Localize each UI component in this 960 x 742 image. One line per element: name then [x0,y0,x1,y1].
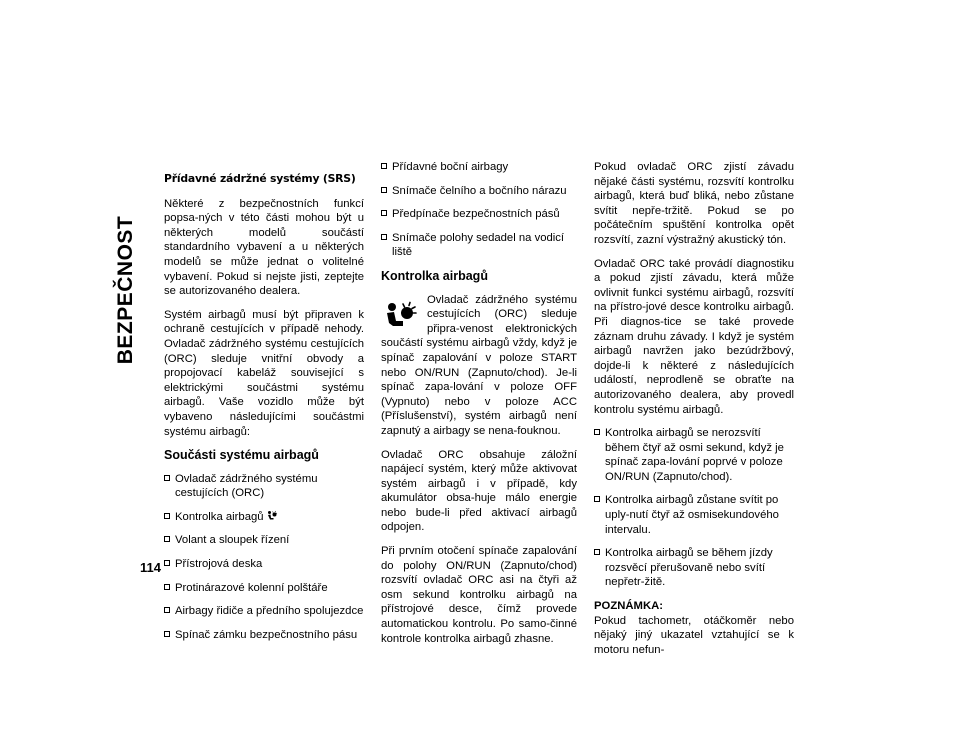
checkbox-bullet-icon [594,496,600,502]
airbag-warning-icon [383,301,419,331]
paragraph: Ovladač ORC obsahuje záložní napájecí systém, který může aktivovat systém airbagů i v případě, kdy akumulátor obsa-huje málo energie nebo bude-li před aktivací airbagů odpojen. [381,448,577,534]
list-item: Předpínače bezpečnostních pásů [381,207,577,222]
list-item: Kontrolka airbagů se během jízdy rozsvěcí přerušovaně nebo svítí nepřetr-žitě. [594,546,794,590]
airbag-light-heading: Kontrolka airbagů [381,268,488,283]
paragraph: Ovladač zádržného systému cestujících (ORC) sleduje připra-venost elektronických součástí systému airbagů vždy, když je spínač zapalování v poloze START nebo ON/RUN (Zapnuto/chod). Je-li spínač zapa-lování v poloze OFF (Vypnuto) nebo v poloze ACC (Příslušenství), systém airbagů není zapnutý a airbagy se nena-fouknou. [381,293,577,437]
events-list [594,426,794,590]
airbag-light-intro [381,293,577,439]
list-item: Ovladač zádržného systému cestujících (ORC) [164,472,364,501]
column-2 [381,160,577,655]
components-list-continued [381,160,577,260]
components-heading: Součásti systému airbagů [164,448,319,463]
list-item: Volant a sloupek řízení [164,533,364,548]
checkbox-bullet-icon [164,475,170,481]
checkbox-bullet-icon [164,513,170,519]
checkbox-bullet-icon [164,607,170,613]
list-item: Snímače polohy sedadel na vodicí liště [381,231,577,260]
checkbox-bullet-icon [594,429,600,435]
paragraph: Při prvním otočení spínače zapalování do polohy ON/RUN (Zapnuto/chod) rozsvítí ovladač ORC asi na čtyři až osm sekund kontrolku airbagů na přístrojové desce, čímž provede automatickou kontrolu. Po samo-činné kontrole kontrolka airbagů zhasne. [381,545,577,645]
list-item: Přídavné boční airbagy [381,160,577,175]
page-number: 114 [140,560,161,575]
column-3 [594,160,794,666]
srs-heading: Přídavné zádržné systémy (SRS) [164,172,356,185]
paragraph: Pokud ovladač ORC zjistí závadu nějaké části systému, rozsvítí kontrolku airbagů, která buď bliká, nebo zůstane svítit nepře-tržitě. Pokud se po počátečním spuštění kontrolka opět rozsvítí, zazní výstražný akustický tón. [594,161,794,246]
paragraph: Systém airbagů musí být připraven k ochraně cestujících v případě nehody. Ovladač zádržného systému cestujících (ORC) sleduje vnitřní obvody a propojovací kabeláž související s elektrickými součástmi systému airbagů. Vaše vozidlo může být vybaveno následujícími součástmi systému airbagů: [164,308,364,438]
note-title: POZNÁMKA: [594,600,664,613]
components-list [164,472,364,643]
list-item: Snímače čelního a bočního nárazu [381,184,577,199]
list-item: Kontrolka airbagů [164,510,364,525]
airbag-warning-icon [266,510,278,522]
checkbox-bullet-icon [381,187,387,193]
checkbox-bullet-icon [164,536,170,542]
checkbox-bullet-icon [381,163,387,169]
list-item: Kontrolka airbagů zůstane svítit po uply-nutí čtyř až osmisekundového intervalu. [594,493,794,537]
list-item: Airbagy řidiče a předního spolujezdce [164,604,364,619]
paragraph: Ovladač ORC také provádí diagnostiku a pokud zjistí závadu, která může ovlivnit funkci systému airbagů, rozsvítí na přístro-jové desce kontrolku airbagů. Při diagnos-tice se také provede záznam druhu závady. I když je systém airbagů navržen jako bezúdržbový, dojde-li k některé z následujících událostí, neprodleně se obraťte na autorizovaného dealera, aby provedl kontrolu systému airbagů. [594,257,794,416]
section-label: BEZPEČNOST [114,215,137,365]
checkbox-bullet-icon [164,631,170,637]
checkbox-bullet-icon [164,560,170,566]
column-1 [164,160,364,651]
checkbox-bullet-icon [381,210,387,216]
checkbox-bullet-icon [594,549,600,555]
paragraph: Některé z bezpečnostních funkcí popsa-ných v této části mohou být u některých modelů součástí standardního vybavení a u některých modelů se může jednat o volitelné vybavení. Pokud si nejste jisti, zeptejte se autorizovaného dealera. [164,197,364,298]
list-item: Kontrolka airbagů se nerozsvítí během čtyř až osmi sekund, když je spínač zapa-lování poprvé v poloze ON/RUN (Zapnuto/chod). [594,426,794,484]
note-text: Pokud tachometr, otáčkoměr nebo nějaký jiný ukazatel vztahující se k motoru nefun- [594,614,794,656]
checkbox-bullet-icon [164,584,170,590]
list-item: Spínač zámku bezpečnostního pásu [164,628,364,643]
list-item: Protinárazové kolenní polštáře [164,581,364,596]
list-item: Přístrojová deska [164,557,364,572]
checkbox-bullet-icon [381,234,387,240]
